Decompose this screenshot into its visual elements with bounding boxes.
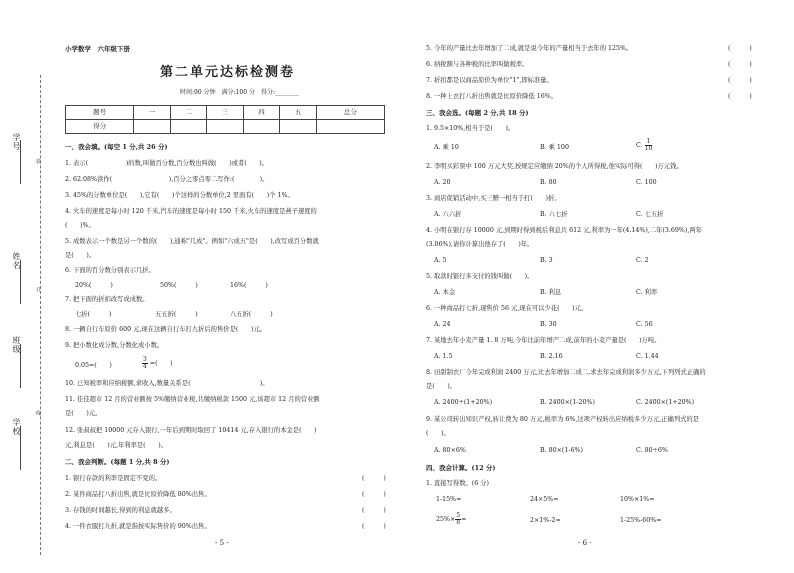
section-2-heading: 二、我会判断。(每题 1 分,共 8 分) bbox=[65, 458, 170, 466]
score-cell[interactable] bbox=[207, 120, 244, 134]
judge-q1: 1. 银行存款的利率是固定不变的。 bbox=[65, 475, 162, 482]
binding-blank-3 bbox=[20, 344, 21, 388]
calc-q1: 1. 直接写得数。(6 分) bbox=[426, 480, 490, 487]
score-table-header-row bbox=[66, 106, 385, 120]
calc-item: 24×5%= bbox=[530, 496, 559, 503]
calc-item: 1-25%-60%= bbox=[620, 517, 662, 524]
fill-q12-line2: 元,利息是( )元,年利率是( )。 bbox=[65, 442, 167, 449]
fraction-numerator: 3 bbox=[143, 356, 147, 363]
section-3-heading: 三、我会选。(每题 2 分,共 18 分) bbox=[426, 109, 529, 117]
fill-q12-line1: 12. 张叔叔把 10000 元存入银行,一年后到期时取回了 10414 元,存入银行的本金是( ) bbox=[65, 427, 317, 434]
choice-option[interactable]: A. 20 bbox=[434, 179, 451, 186]
judge-answer-paren[interactable]: ( ) bbox=[362, 491, 386, 498]
choice-option[interactable]: A. 5 bbox=[434, 257, 447, 264]
score-header-cell: 一 bbox=[134, 106, 171, 120]
calc-item: 1-15%= bbox=[436, 496, 462, 503]
page-number-left: - 5 - bbox=[215, 539, 229, 547]
score-cell[interactable] bbox=[243, 120, 280, 134]
fill-q5-line1: 5. 成数表示一个数是另一个数的( ),通称"几成"。例如"六成五"是( ),改写成百分数就 bbox=[65, 238, 319, 245]
choice-option[interactable]: A. 1.5 bbox=[434, 353, 453, 360]
choice-option[interactable]: C. 56 bbox=[636, 321, 653, 328]
choice-option[interactable]: B. 3 bbox=[540, 257, 553, 264]
judge-answer-paren[interactable]: ( ) bbox=[362, 523, 386, 530]
fill-q3: 3. 45%的分数单位是( ),它有( )个这样的分数单位,2 里面有( )个 1%。 bbox=[65, 192, 294, 199]
score-cell[interactable] bbox=[280, 120, 317, 134]
choice-q8-line1: 8. 田甜制衣厂今年完成利润 2400 万元,比去年增加二成二,求去年完成利润多少万元,下列列式正确的 bbox=[426, 369, 706, 376]
choice-q7: 7. 某地去年小麦产量 1. 8 万吨,今年比前年增产二成,前年的小麦产量是( )万吨。 bbox=[426, 337, 661, 344]
fill-q8: 8. 一辆自行车原价 600 元,现在这辆自行车打九折后的售价是( )元。 bbox=[65, 326, 266, 333]
fill-q6-item: 16%( ) bbox=[230, 282, 268, 289]
binding-blank-4 bbox=[20, 426, 21, 470]
judge-q2: 2. 某件商品打八折出售,就是比原价降低 80%出售。 bbox=[65, 491, 211, 498]
choice-option[interactable]: B. 2.16 bbox=[540, 353, 563, 360]
binding-label-student-no: 学号 bbox=[12, 133, 21, 151]
judge-q3: 3. 存钱的时间越长,得到的利息就越多。 bbox=[65, 507, 176, 514]
page-title: 第二单元达标检测卷 bbox=[160, 65, 296, 80]
choice-option-c[interactable] bbox=[636, 139, 652, 152]
choice-option[interactable]: B. 2400×(1-20%) bbox=[540, 399, 595, 406]
choice-option[interactable]: C. 80÷6% bbox=[636, 447, 668, 454]
fill-q6-item: 20%( ) bbox=[75, 282, 113, 289]
choice-option[interactable]: C. 2400×(1+20%) bbox=[636, 399, 695, 406]
fraction-one-tenth bbox=[645, 139, 653, 152]
choice-option-label: C. bbox=[636, 142, 643, 149]
fill-q10: 10. 已知税率和应纳税额,求收入,数量关系是( )。 bbox=[65, 380, 269, 387]
fill-q7-item: 七折( ) bbox=[75, 311, 112, 318]
fill-q7: 7. 把下面的折扣改写成成数。 bbox=[65, 296, 149, 303]
choice-q3: 3. 商店促销活动中,买三赠一相当于打( )折。 bbox=[426, 195, 561, 202]
choice-option[interactable]: B. 30 bbox=[540, 321, 557, 328]
fill-q9-fraction-item bbox=[142, 357, 173, 370]
fraction-numerator: 5 bbox=[456, 512, 461, 519]
calc-item: 10%×1%= bbox=[620, 496, 655, 503]
score-header-cell: 五 bbox=[280, 106, 317, 120]
score-table bbox=[65, 105, 385, 134]
choice-option[interactable]: A. 乘 10 bbox=[434, 144, 459, 151]
fill-q2: 2. 62.08%读作( ),百分之零点零二写作:( )。 bbox=[65, 176, 269, 183]
fill-q7-item: 五五折( ) bbox=[155, 311, 198, 318]
judge-q8: 8. 一种上衣打八折出售就是比原价降低 16%。 bbox=[426, 93, 558, 100]
calc-item: 2×1%-2= bbox=[530, 517, 561, 524]
choice-option[interactable]: A. 六六折 bbox=[434, 211, 462, 218]
binding-blank-2 bbox=[20, 260, 21, 304]
score-header-cell: 四 bbox=[243, 106, 280, 120]
fraction-denominator: 8 bbox=[456, 519, 461, 526]
choice-q9-line1: 9. 某公司转出知识产权,转让费为 80 万元,税率为 6%,这项产权转出应纳税多少万元,正确列式的是 bbox=[426, 416, 700, 423]
score-header-cell: 总分 bbox=[316, 106, 384, 120]
fraction-three-quarters bbox=[142, 357, 148, 370]
judge-q7: 7. 折扣都是以商品原价为单位"1",即标准量。 bbox=[426, 77, 553, 84]
judge-answer-paren[interactable]: ( ) bbox=[362, 507, 386, 514]
binding-label-name: 姓名 bbox=[12, 252, 21, 270]
page-number-right: - 6 - bbox=[578, 539, 592, 547]
fill-q9-item: 0.05=( ) bbox=[75, 362, 112, 369]
choice-q2: 2. 李明买彩票中 100 万元大奖,按规定应缴纳 20%的个人所得税,他实际可得( )万元钱。 bbox=[426, 163, 683, 170]
choice-q6: 6. 一种商品打七折,现售价 56 元,现在可以少花( )元。 bbox=[426, 305, 588, 312]
fill-q5-line2: 是( )。 bbox=[65, 252, 96, 259]
score-row-label: 得分 bbox=[66, 120, 134, 134]
choice-option[interactable]: B. 六七折 bbox=[540, 211, 568, 218]
score-cell[interactable] bbox=[316, 120, 384, 134]
score-cell[interactable] bbox=[170, 120, 207, 134]
choice-option[interactable]: A. 24 bbox=[434, 321, 451, 328]
binding-label-school: 学校 bbox=[12, 418, 21, 436]
fill-q1: 1. 表示( )的数,叫做百分数,百分数也叫做( )或者( )。 bbox=[65, 160, 269, 167]
fill-q4-line2: ( )%。 bbox=[65, 222, 95, 229]
binding-line bbox=[40, 75, 41, 555]
choice-option[interactable]: A. 本金 bbox=[434, 289, 456, 296]
score-header-cell: 二 bbox=[170, 106, 207, 120]
judge-answer-paren[interactable]: ( ) bbox=[362, 475, 386, 482]
choice-q9-line2: ( )。 bbox=[426, 430, 450, 437]
fraction-numerator: 1 bbox=[646, 138, 651, 145]
section-1-heading: 一、我会填。(每空 1 分,共 26 分) bbox=[65, 143, 168, 151]
binding-mark-ding: 订 bbox=[36, 287, 42, 293]
binding-label-class: 班级 bbox=[12, 336, 21, 354]
choice-option[interactable]: B. 80 bbox=[540, 179, 557, 186]
choice-option[interactable]: A. 80×6% bbox=[434, 447, 466, 454]
fill-q6-item: 50%( ) bbox=[160, 282, 198, 289]
binding-blank-1 bbox=[20, 140, 21, 184]
choice-option[interactable]: C. 1.44 bbox=[636, 353, 659, 360]
fill-q11-line1: 11. 佳佳超市 12 月的营业额按 5%缴纳营业税,共缴纳税款 1500 元,该超市 12 月的营业额 bbox=[65, 396, 320, 403]
score-header-cell: 题号 bbox=[66, 106, 134, 120]
judge-answer-paren[interactable]: ( ) bbox=[728, 93, 752, 100]
choice-q4-line1: 4. 小明在银行存 10000 元,到期时得到税后利息共 612 元,利率为一年(4.14%),二年(3.69%),两年 bbox=[426, 227, 702, 234]
fraction-denominator: 10 bbox=[644, 145, 653, 152]
judge-answer-paren[interactable]: ( ) bbox=[728, 61, 752, 68]
binding-mark-zhuang: 装 bbox=[36, 159, 42, 165]
calc-item-equals: = bbox=[461, 516, 467, 523]
judge-answer-paren[interactable]: ( ) bbox=[728, 77, 752, 84]
choice-option[interactable]: C. 七五折 bbox=[636, 211, 664, 218]
choice-option[interactable]: B. 利息 bbox=[540, 289, 562, 296]
score-header-cell: 三 bbox=[207, 106, 244, 120]
calc-item-fraction bbox=[436, 513, 466, 526]
fill-q11-line2: 是( )元。 bbox=[65, 410, 102, 417]
exam-meta: 时间:90 分钟 满分:100 分 得分:________ bbox=[180, 89, 299, 96]
choice-option[interactable]: C. 2 bbox=[636, 257, 649, 264]
fill-q4-line1: 4. 火车的速度是每小时 120 千米,汽车的速度是每小时 150 千米,火车的速度是燕子速度的 bbox=[65, 208, 317, 215]
judge-q4: 4. 一件衣服打九折,就是指按实际售价的 90%出售。 bbox=[65, 523, 211, 530]
choice-option[interactable]: C. 100 bbox=[636, 179, 657, 186]
choice-q5: 5. 取款时银行多支付的钱叫做( )。 bbox=[426, 273, 534, 280]
section-4-heading: 四、我会计算。(12 分) bbox=[426, 464, 496, 472]
judge-answer-paren[interactable]: ( ) bbox=[728, 45, 752, 52]
choice-option[interactable]: C. 利率 bbox=[636, 289, 658, 296]
binding-mark-xian: 线 bbox=[36, 411, 42, 417]
fill-q9: 9. 把小数化成分数,分数化成小数。 bbox=[65, 342, 164, 349]
choice-q1: 1. 9.5×10%,相当于是( )。 bbox=[426, 125, 515, 132]
fraction-denominator: 4 bbox=[143, 363, 147, 370]
choice-option[interactable]: A. 2400÷(1+20%) bbox=[434, 399, 493, 406]
fill-q6: 6. 下面的百分数分别表示几折。 bbox=[65, 267, 155, 274]
choice-q8-line2: 是( )。 bbox=[426, 383, 457, 390]
fill-q9-item: =( ) bbox=[149, 360, 173, 367]
judge-q5: 5. 今年的产量比去年增加了二成,就是说今年的产量相当于去年的 125%。 bbox=[426, 45, 633, 52]
choice-q4-line2: (3.06%),请你计算出他存了( )年。 bbox=[426, 241, 534, 248]
calc-item-text: 25%× bbox=[436, 516, 456, 523]
fill-q7-item: 八五折( ) bbox=[230, 311, 273, 318]
choice-option[interactable]: B. 乘 100 bbox=[540, 144, 569, 151]
left-header: 小学数学 六年级下册 bbox=[65, 45, 130, 53]
score-cell[interactable] bbox=[134, 120, 171, 134]
score-table-score-row bbox=[66, 120, 385, 134]
judge-q6: 6. 纳税额与各种税的比率叫做税率。 bbox=[426, 61, 529, 68]
choice-option[interactable]: B. 80×(1-6%) bbox=[540, 447, 583, 454]
